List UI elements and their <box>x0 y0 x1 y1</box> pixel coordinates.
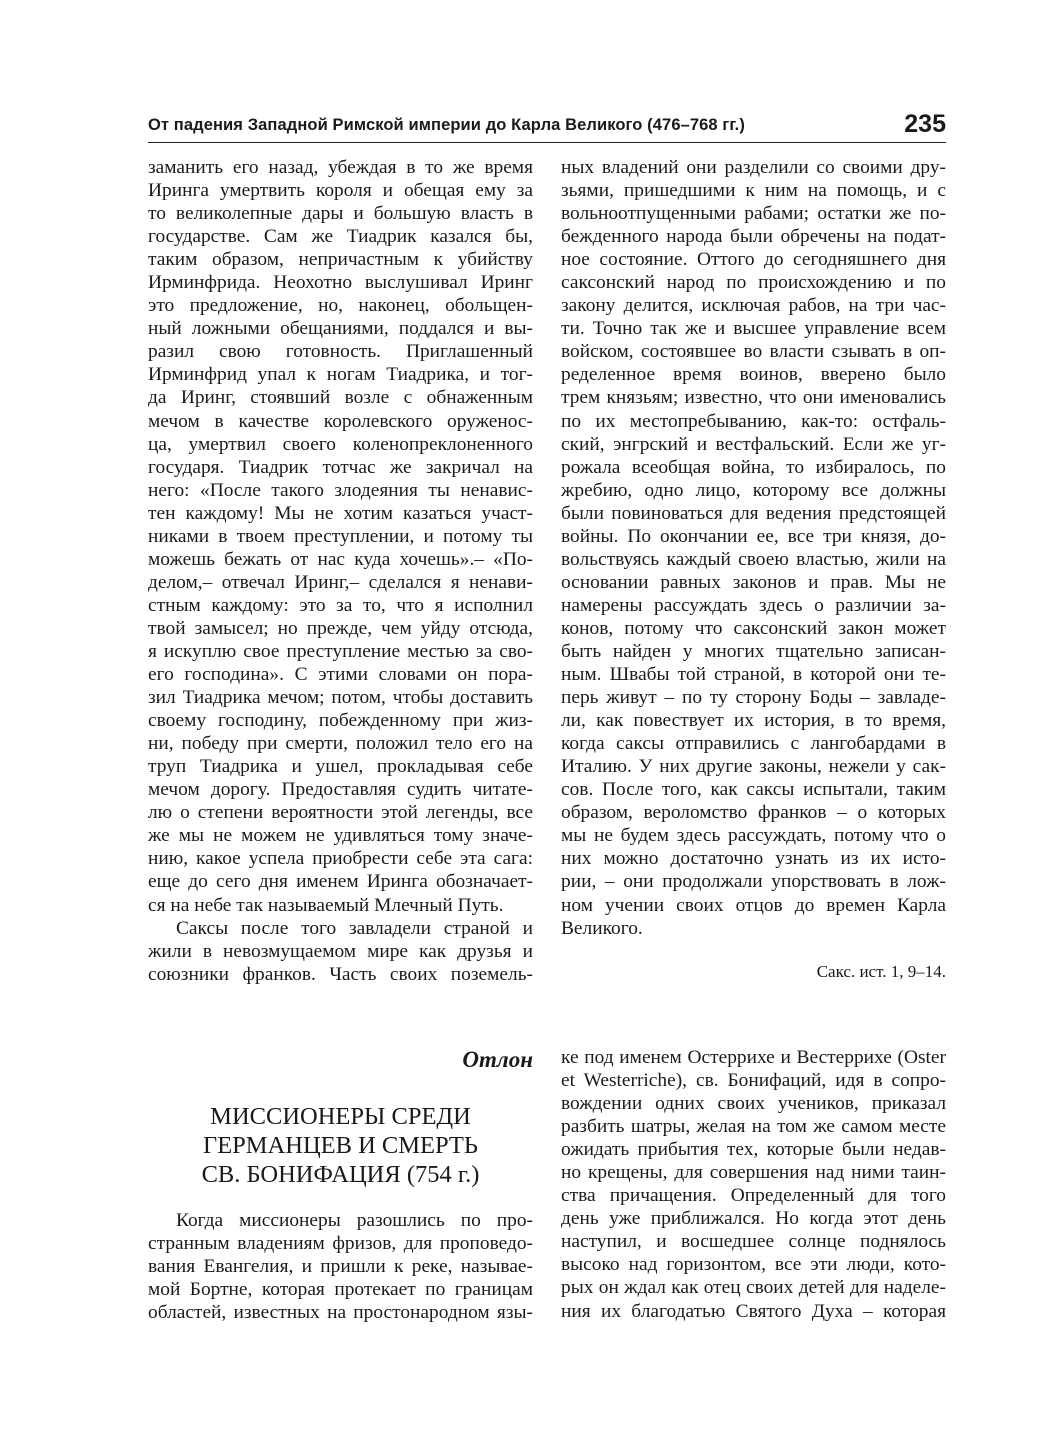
text-line: конов, потому что саксонский закон может <box>561 617 946 639</box>
text-line: вания Евангелия, и пришли к реке, называе- <box>148 1256 533 1278</box>
text-line: et Westerriche), св. Бонифаций, идя в сопро- <box>561 1070 946 1092</box>
text-line: ных владений они разделили со своими дру- <box>561 157 946 178</box>
text-line: ный ложными обещаниями, поддался и вы- <box>148 318 533 340</box>
text-line: по их местопребыванию, как-то: остфаль- <box>561 410 946 432</box>
text-line: разил свою готовность. Приглашенный <box>148 341 533 363</box>
text-line: ца, умертвил своего коленопреклоненного <box>148 433 533 455</box>
text-line: государстве. Сам же Тиадрик казался бы, <box>148 226 533 248</box>
section-title-line: МИССИОНЕРЫ СРЕДИ <box>210 1103 471 1130</box>
text-line: Иринга умертвить короля и обещая ему за <box>148 180 533 202</box>
text-line: ся на небе так называемый Млечный Путь. <box>148 894 504 916</box>
text-column-bottom-left <box>148 1209 533 1324</box>
text-line: тен каждому! Мы не хотим казаться участ- <box>148 502 533 524</box>
text-line: делом,– отвечал Иринг,– сделался я ненави- <box>148 571 533 593</box>
text-line: Саксы после того завладели страной и <box>176 917 533 939</box>
text-line: Ирминфрида. Неохотно выслушивал Иринг <box>148 272 533 294</box>
text-line: заманить его назад, убеждая в то же время <box>148 157 533 178</box>
text-line: Италию. У них другие законы, нежели у сак- <box>561 756 946 778</box>
text-line: вольноотпущенными рабами; остатки же по- <box>561 203 946 225</box>
text-line: ожидать прибытия тех, которые были недав- <box>561 1139 946 1161</box>
text-line: них можно достаточно узнать из их исто- <box>561 848 946 870</box>
text-line: Великого. <box>561 917 643 939</box>
text-line: можешь бежать от нас куда хочешь».– «По- <box>148 548 533 570</box>
text-line: основании равных законов и прав. Мы не <box>561 571 946 593</box>
text-line: ным. Швабы той страной, в которой они те- <box>561 664 946 686</box>
text-line: стным каждому: это за то, что я исполнил <box>148 594 533 616</box>
text-line: ное состояние. Оттого до сегодняшнего дня <box>561 249 946 271</box>
text-line: да Иринг, стоявший возле с обнаженным <box>148 387 533 409</box>
text-line: мечом дорогу. Предоставляя судить читате- <box>148 779 533 801</box>
text-line: это предложение, но, наконец, обольщен- <box>148 295 533 317</box>
text-line: жребию, одно лицо, которому все должны <box>561 479 946 501</box>
section-title-line: ГЕРМАНЦЕВ И СМЕРТЬ <box>203 1132 478 1159</box>
text-line: наступил, и восшедшее солнце поднялось <box>561 1231 946 1253</box>
page-number: 235 <box>904 110 946 138</box>
text-line: образом, вероломство франков – о которых <box>561 802 946 824</box>
text-line: вольствуясь каждый своею властью, жили на <box>561 548 946 570</box>
running-header-title: От падения Западной Римской империи до Карла Великого (476–768 гг.) <box>148 116 745 134</box>
text-line: мой Бортне, которая протекает по границам <box>148 1279 533 1301</box>
text-line: областей, известных на простонародном язы- <box>148 1302 533 1324</box>
text-line: разбить шатры, желая на том же самом месте <box>561 1116 946 1138</box>
text-line: ти. Точно так же и высшее управление всем <box>561 318 946 340</box>
section-title-line: СВ. БОНИФАЦИЯ (754 г.) <box>201 1161 480 1188</box>
text-line: войны. По окончании ее, все три князя, до- <box>561 525 946 547</box>
text-line: же мы не можем не удивляться тому значе- <box>148 825 533 847</box>
section-title <box>148 1102 533 1189</box>
text-line: день уже приближался. Но когда этот день <box>561 1208 946 1230</box>
text-line: никами в твоем преступлении, и потому ты <box>148 525 533 547</box>
text-line: мы не будем здесь рассуждать, потому что о <box>561 825 946 847</box>
text-line: ном учении своих отцов до времен Карла <box>561 894 946 916</box>
text-line: труп Тиадрика и ушел, прокладывая себе <box>148 756 533 778</box>
text-line: его господина». С этими словами он пора- <box>148 664 533 686</box>
text-line: лю о степени вероятности этой легенды, все <box>148 802 533 824</box>
text-column-top-left <box>148 156 533 986</box>
text-line: ский, энгрский и вестфальский. Если же уг- <box>561 433 946 455</box>
text-line: ределенное время воинов, вверено было <box>561 364 946 386</box>
text-line: то великолепные дары и большую власть в <box>148 203 533 225</box>
text-line: мечом в качестве королевского оруженос- <box>148 410 533 432</box>
text-line: высоко над горизонтом, все эти люди, кото- <box>561 1254 946 1276</box>
text-line: твой замысел; но прежде, чем уйду отсюда, <box>148 617 533 639</box>
source-citation: Сакс. ист. 1, 9–14. <box>816 962 946 981</box>
text-line: бежденного народа были обречены на подат- <box>561 226 946 248</box>
text-line: странным владениям фризов, для проповедо- <box>148 1233 533 1255</box>
text-line: сов. После того, как саксы испытали, таким <box>561 779 946 801</box>
text-line: закону делится, исключая рабов, на три час- <box>561 295 946 317</box>
text-line: трем князьям; известно, что они именовались <box>561 387 946 409</box>
text-line: нию, какое успела приобрести себе эта сага: <box>148 848 533 870</box>
text-line: него: «После такого злодеяния ты ненавис- <box>148 479 533 501</box>
text-line: ства причащения. Определенный для того <box>561 1185 946 1207</box>
text-line: ли, как повествует их история, в то время, <box>561 710 946 732</box>
text-line: таким образом, непричастным к убийству <box>148 249 533 271</box>
text-line: еще до сего дня именем Иринга обозначает- <box>148 871 533 893</box>
text-column-bottom-right <box>561 1046 946 1323</box>
text-line: вождении одних своих учеников, приказал <box>561 1093 946 1115</box>
text-line: государя. Тиадрик тотчас же закричал на <box>148 456 533 478</box>
running-header <box>148 112 946 143</box>
text-line: Когда миссионеры разошлись по про- <box>176 1210 533 1231</box>
text-line: намерены рассуждать здесь о различии за- <box>561 594 946 616</box>
text-line: когда саксы отправились с лангобардами в <box>561 733 946 755</box>
text-line: быть найден у многих тщательно записан- <box>561 640 946 662</box>
text-line: Ирминфрид упал к ногам Тиадрика, и тог- <box>148 364 533 386</box>
text-line: я искуплю свое преступление местью за сво- <box>148 640 533 662</box>
text-line: ни, победу при смерти, положил тело его на <box>148 733 533 755</box>
text-line: союзники франков. Часть своих поземель- <box>148 963 533 985</box>
text-line: саксонский народ по происхождению и по <box>561 272 946 294</box>
text-line: войском, состоявшее во власти сзывать в оп- <box>561 341 946 363</box>
text-line: ния их благодатью Святого Духа – которая <box>561 1300 946 1322</box>
text-line: рии, – они продолжали упорствовать в лож- <box>561 871 946 893</box>
text-line: зил Тиадрика мечом; потом, чтобы доставить <box>148 687 533 709</box>
text-line: своему господину, побежденному при жиз- <box>148 710 533 732</box>
author-name: Отлон <box>462 1047 533 1072</box>
text-line: рых он ждал как отец своих детей для наделе- <box>561 1277 946 1299</box>
text-line: перь живут – по ту сторону Боды – завладе- <box>561 687 946 709</box>
text-line: рожала всеобщая война, то избиралось, по <box>561 456 946 478</box>
text-line: но крещены, для совершения над ними таин- <box>561 1162 946 1184</box>
text-line: ке под именем Остеррихе и Вестеррихе (Oster <box>561 1047 946 1068</box>
text-line: зьями, пришедшими к ним на помощь, и с <box>561 180 946 202</box>
text-line: жили в невозмущаемом мире как друзья и <box>148 940 533 962</box>
text-column-top-right <box>561 156 946 940</box>
text-line: были повиноваться для ведения предстоящей <box>561 502 946 524</box>
